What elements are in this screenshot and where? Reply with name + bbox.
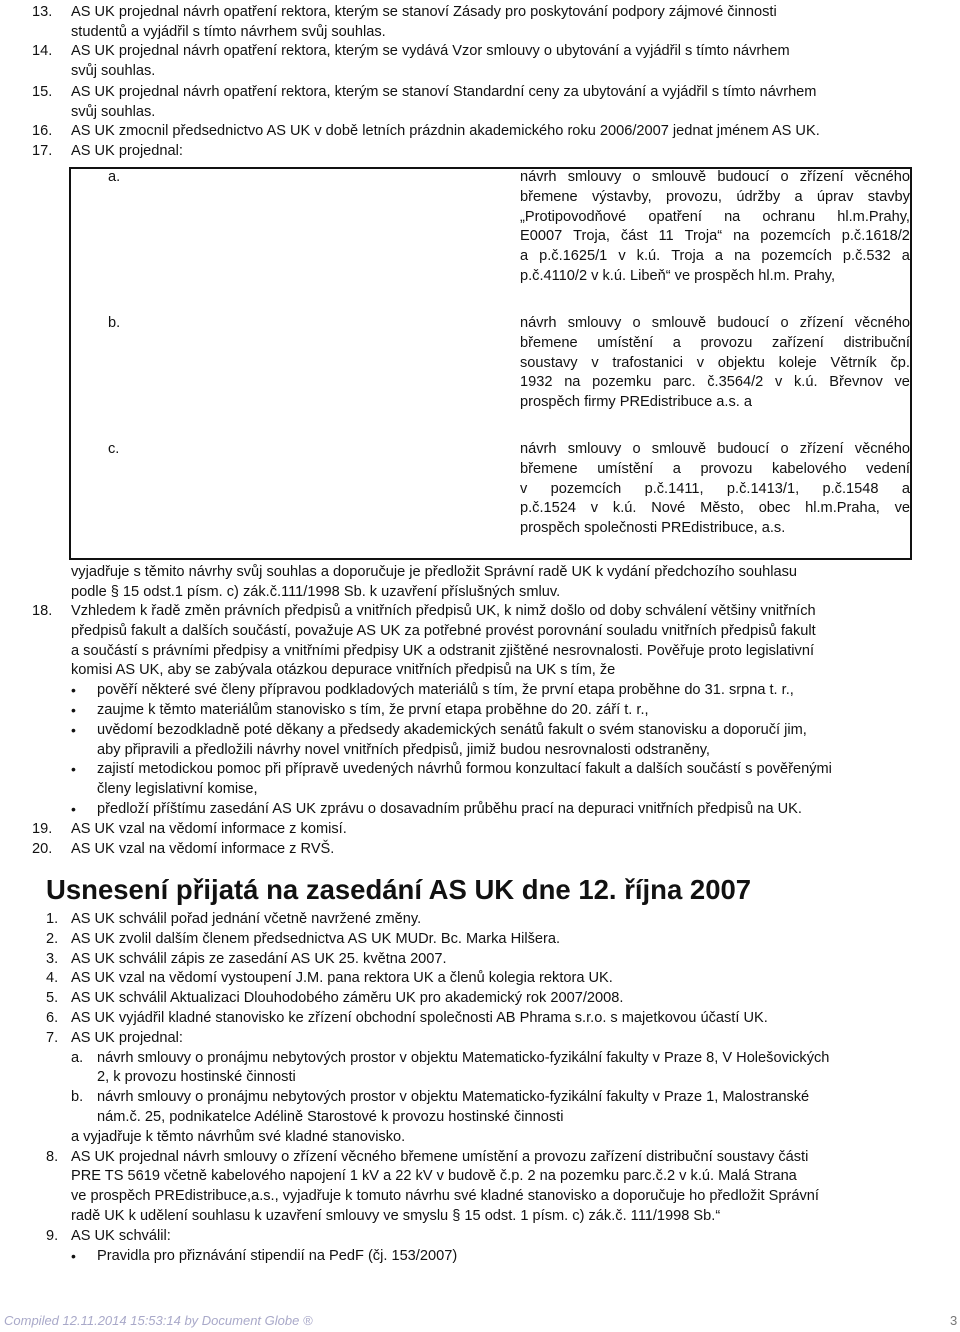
resolution-number: 6. [46,1010,59,1026]
resolution-number: 4. [46,970,59,987]
resolution-number: 3. [46,950,59,967]
resolution-number: 8. [46,1148,59,1165]
resolution-subtext: návrh smlouvy o pronájmu nebytových prostor v objektu Matematicko-fyzikální fakulty v Praze 1, Malostranské [97,1089,810,1106]
item-text: AS UK vzal na vědomí informace z komisí. [71,820,347,837]
conclusion-text: podle § 15 odst.1 písm. c) zák.č.111/1998 Sb. k uzavření příslušných smluv. [71,583,561,600]
box-text: návrh smlouvy o smlouvě budoucí o zřízení věcného [520,169,910,185]
resolution-number: 2. [46,930,59,947]
bullet-dot: • [71,761,76,778]
resolution-text: AS UK vzal na vědomí vystoupení J.M. pana rektora UK a členů kolegia rektora UK. [71,970,613,987]
page-number: 3 [950,1313,958,1328]
item-number: 14. [32,43,53,59]
item-number: 17. [32,143,53,159]
resolution-text: AS UK schválil zápis ze zasedání AS UK 25. května 2007. [71,950,447,967]
box-text: břemene výstavby, provozu, údržby a úprav stavby [520,188,910,205]
resolution-text: AS UK zvolil dalším členem předsednictva AS UK MUDr. Bc. Marka Hilšera. [71,930,561,947]
resolution-text: AS UK vyjádřil kladné stanovisko ke zřízení obchodní společnosti AB Phrama s.r.o. s majetkovou účastí UK. [71,1010,768,1026]
resolution-number: 1. [46,911,59,927]
bullet-text: Pravidla pro přiznávání stipendií na PedF (čj. 153/2007) [97,1247,458,1264]
item-text: předpisů fakult a dalších součástí, považuje AS UK za potřebné provést porovnání souladu vnitřních předpisů fakult [71,622,816,639]
item-text: komisi AS UK, aby se zabývala otázkou depurace vnitřních předpisů na UK s tím, že [71,662,616,679]
resolution-subtext: a vyjadřuje k těmto návrhům své kladné stanovisko. [71,1128,406,1145]
bullet-dot: • [71,801,76,817]
resolution-number: 9. [46,1227,59,1244]
resolution-text: AS UK projednal: [71,1029,183,1046]
box-letter: b. [108,315,121,331]
box-text: „Protipovodňové opatření na ochranu hl.m.Prahy, [520,208,910,225]
box-text: v pozemcích p.č.1411, p.č.1413/1, p.č.1548 a [520,480,910,497]
resolution-text: radě UK k udělení souhlasu k uzavření smlouvy ve smyslu § 15 odst. 1 písm. c) zák.č. 111/1998 Sb.“ [71,1208,721,1224]
bullet-text: aby připravili a předložili návrhy novel vnitřních předpisů, jimiž budou nesrovnalosti odstraněny, [97,741,710,758]
item-text: AS UK projednal návrh opatření rektora, kterým se stanoví Standardní ceny za ubytování a vyjádřil s tímto návrhem [71,84,817,100]
box-text: břemene umístění a provozu kabelového vedení [520,460,910,477]
box-text: 1932 na pozemku parc. č.3564/2 v k.ú. Břevnov ve [520,374,910,391]
bullet-dot: • [71,702,76,718]
item-text: Vzhledem k řadě změn právních předpisů a vnitřních předpisů UK, k nimž došlo od doby schválení většiny vnitřních [71,603,816,619]
resolution-letter: a. [71,1049,84,1066]
box-letter: a. [108,169,121,185]
box-text: břemene umístění a provozu zařízení distribuční [520,334,910,351]
item-number: 15. [32,84,53,100]
bullet-text: předloží příštímu zasedání AS UK zprávu o dosavadním průběhu prací na depuraci vnitřních předpisů na UK. [97,801,802,817]
bullet-dot: • [71,682,76,699]
bullet-dot: • [71,1247,76,1264]
item-text: AS UK zmocnil předsednictvo AS UK v době letních prázdnin akademického roku 2006/2007 jednat jménem AS UK. [71,123,820,139]
item-number: 20. [32,840,53,857]
bullet-text: pověří některé své členy přípravou podkladových materiálů s tím, že první etapa proběhne do 31. srpna t. r., [97,682,794,699]
item-text: studentů a vyjádřil s tímto návrhem svůj souhlas. [71,23,386,40]
box-text: prospěch firmy PREdistribuce a.s. a [520,394,752,411]
bullet-text: uvědomí bezodkladně poté děkany a předsedy akademických senátů fakult o svém stanovisku a doporučí jim, [97,721,807,738]
bullet-text: zajistí metodickou pomoc při přípravě uvedených návrhů formou konzultací fakult a dalších součástí s pověřenými [97,761,832,778]
resolution-text: AS UK schválil: [71,1227,171,1244]
box-text: návrh smlouvy o smlouvě budoucí o zřízení věcného [520,441,910,457]
item-text: AS UK projednal návrh opatření rektora, kterým se vydává Vzor smlouvy o ubytování a vyjádřil s tímto návrhem [71,43,790,59]
resolution-text: AS UK schválil pořad jednání včetně navržené změny. [71,911,422,927]
item-text: AS UK vzal na vědomí informace z RVŠ. [71,840,335,857]
resolution-subtext: 2, k provozu hostinské činnosti [97,1069,296,1086]
box-text: p.č.1524 v k.ú. Nové Město, obec hl.m.Praha, ve [520,500,910,517]
item-text: svůj souhlas. [71,62,156,79]
box-text: a p.č.1625/1 v k.ú. Troja a na pozemcích p.č.532 a [520,248,910,265]
item-text: AS UK projednal návrh opatření rektora, kterým se stanoví Zásady pro poskytování podpory zájmové činnosti [71,4,777,20]
item-number: 13. [32,4,53,20]
bullet-dot: • [71,721,76,738]
box-text: prospěch společnosti PREdistribuce, a.s. [520,520,786,537]
resolution-subtext: nám.č. 25, podnikatelce Adélině Starostové k provozu hostinské činnosti [97,1109,564,1125]
resolution-number: 5. [46,990,59,1007]
box-text: p.č.4110/2 v k.ú. Libeň“ ve prospěch hl.m. Prahy, [520,268,836,284]
box-text: soustavy v trafostanici v objektu koleje Větrník čp. [520,354,910,371]
box-text: návrh smlouvy o smlouvě budoucí o zřízení věcného [520,315,910,331]
section-heading: Usnesení přijatá na zasedání AS UK dne 12. října 2007 [46,874,752,905]
item-text: svůj souhlas. [71,103,156,120]
item-text: a součástí s právními předpisy a vnitřními předpisy UK a odstranit zjištěné nesrovnalosti. Pověřuje proto legislativní [71,642,815,659]
resolution-text: AS UK schválil Aktualizaci Dlouhodobého záměru UK pro akademický rok 2007/2008. [71,990,624,1007]
item-number: 19. [32,820,53,837]
box-text: E0007 Troja, část 11 Troja“ na pozemcích p.č.1618/2 [520,228,910,245]
resolution-text: ve prospěch PREdistribuce,a.s., vyjadřuje k tomuto návrhu své kladné stanovisko a doporučuje ho předložit Správní [71,1188,819,1205]
bullet-text: členy legislativní komise, [97,781,258,798]
item-text: AS UK projednal: [71,143,183,159]
footer-compiled: Compiled 12.11.2014 15:53:14 by Document Globe ® [4,1313,313,1328]
resolution-letter: b. [71,1089,84,1106]
item-number: 16. [32,123,53,139]
resolution-number: 7. [46,1029,59,1046]
conclusion-text: vyjadřuje s těmito návrhy svůj souhlas a doporučuje je předložit Správní radě UK k vydání předchozího souhlasu [71,564,798,580]
resolution-text: AS UK projednal návrh smlouvy o zřízení věcného břemene umístění a provozu zařízení distribuční soustavy části [71,1148,809,1165]
resolution-subtext: návrh smlouvy o pronájmu nebytových prostor v objektu Matematicko-fyzikální fakulty v Praze 8, V Holešovických [97,1049,830,1066]
item-number: 18. [32,603,53,619]
box-letter: c. [108,441,120,457]
resolution-text: PRE TS 5619 včetně kabelového napojení 1 kV a 22 kV v budově č.p. 2 na pozemku parc.č.2 v k.ú. Malá Strana [71,1168,797,1185]
bullet-text: zaujme k těmto materiálům stanovisko s tím, že první etapa proběhne do 20. září t. r., [97,702,649,718]
